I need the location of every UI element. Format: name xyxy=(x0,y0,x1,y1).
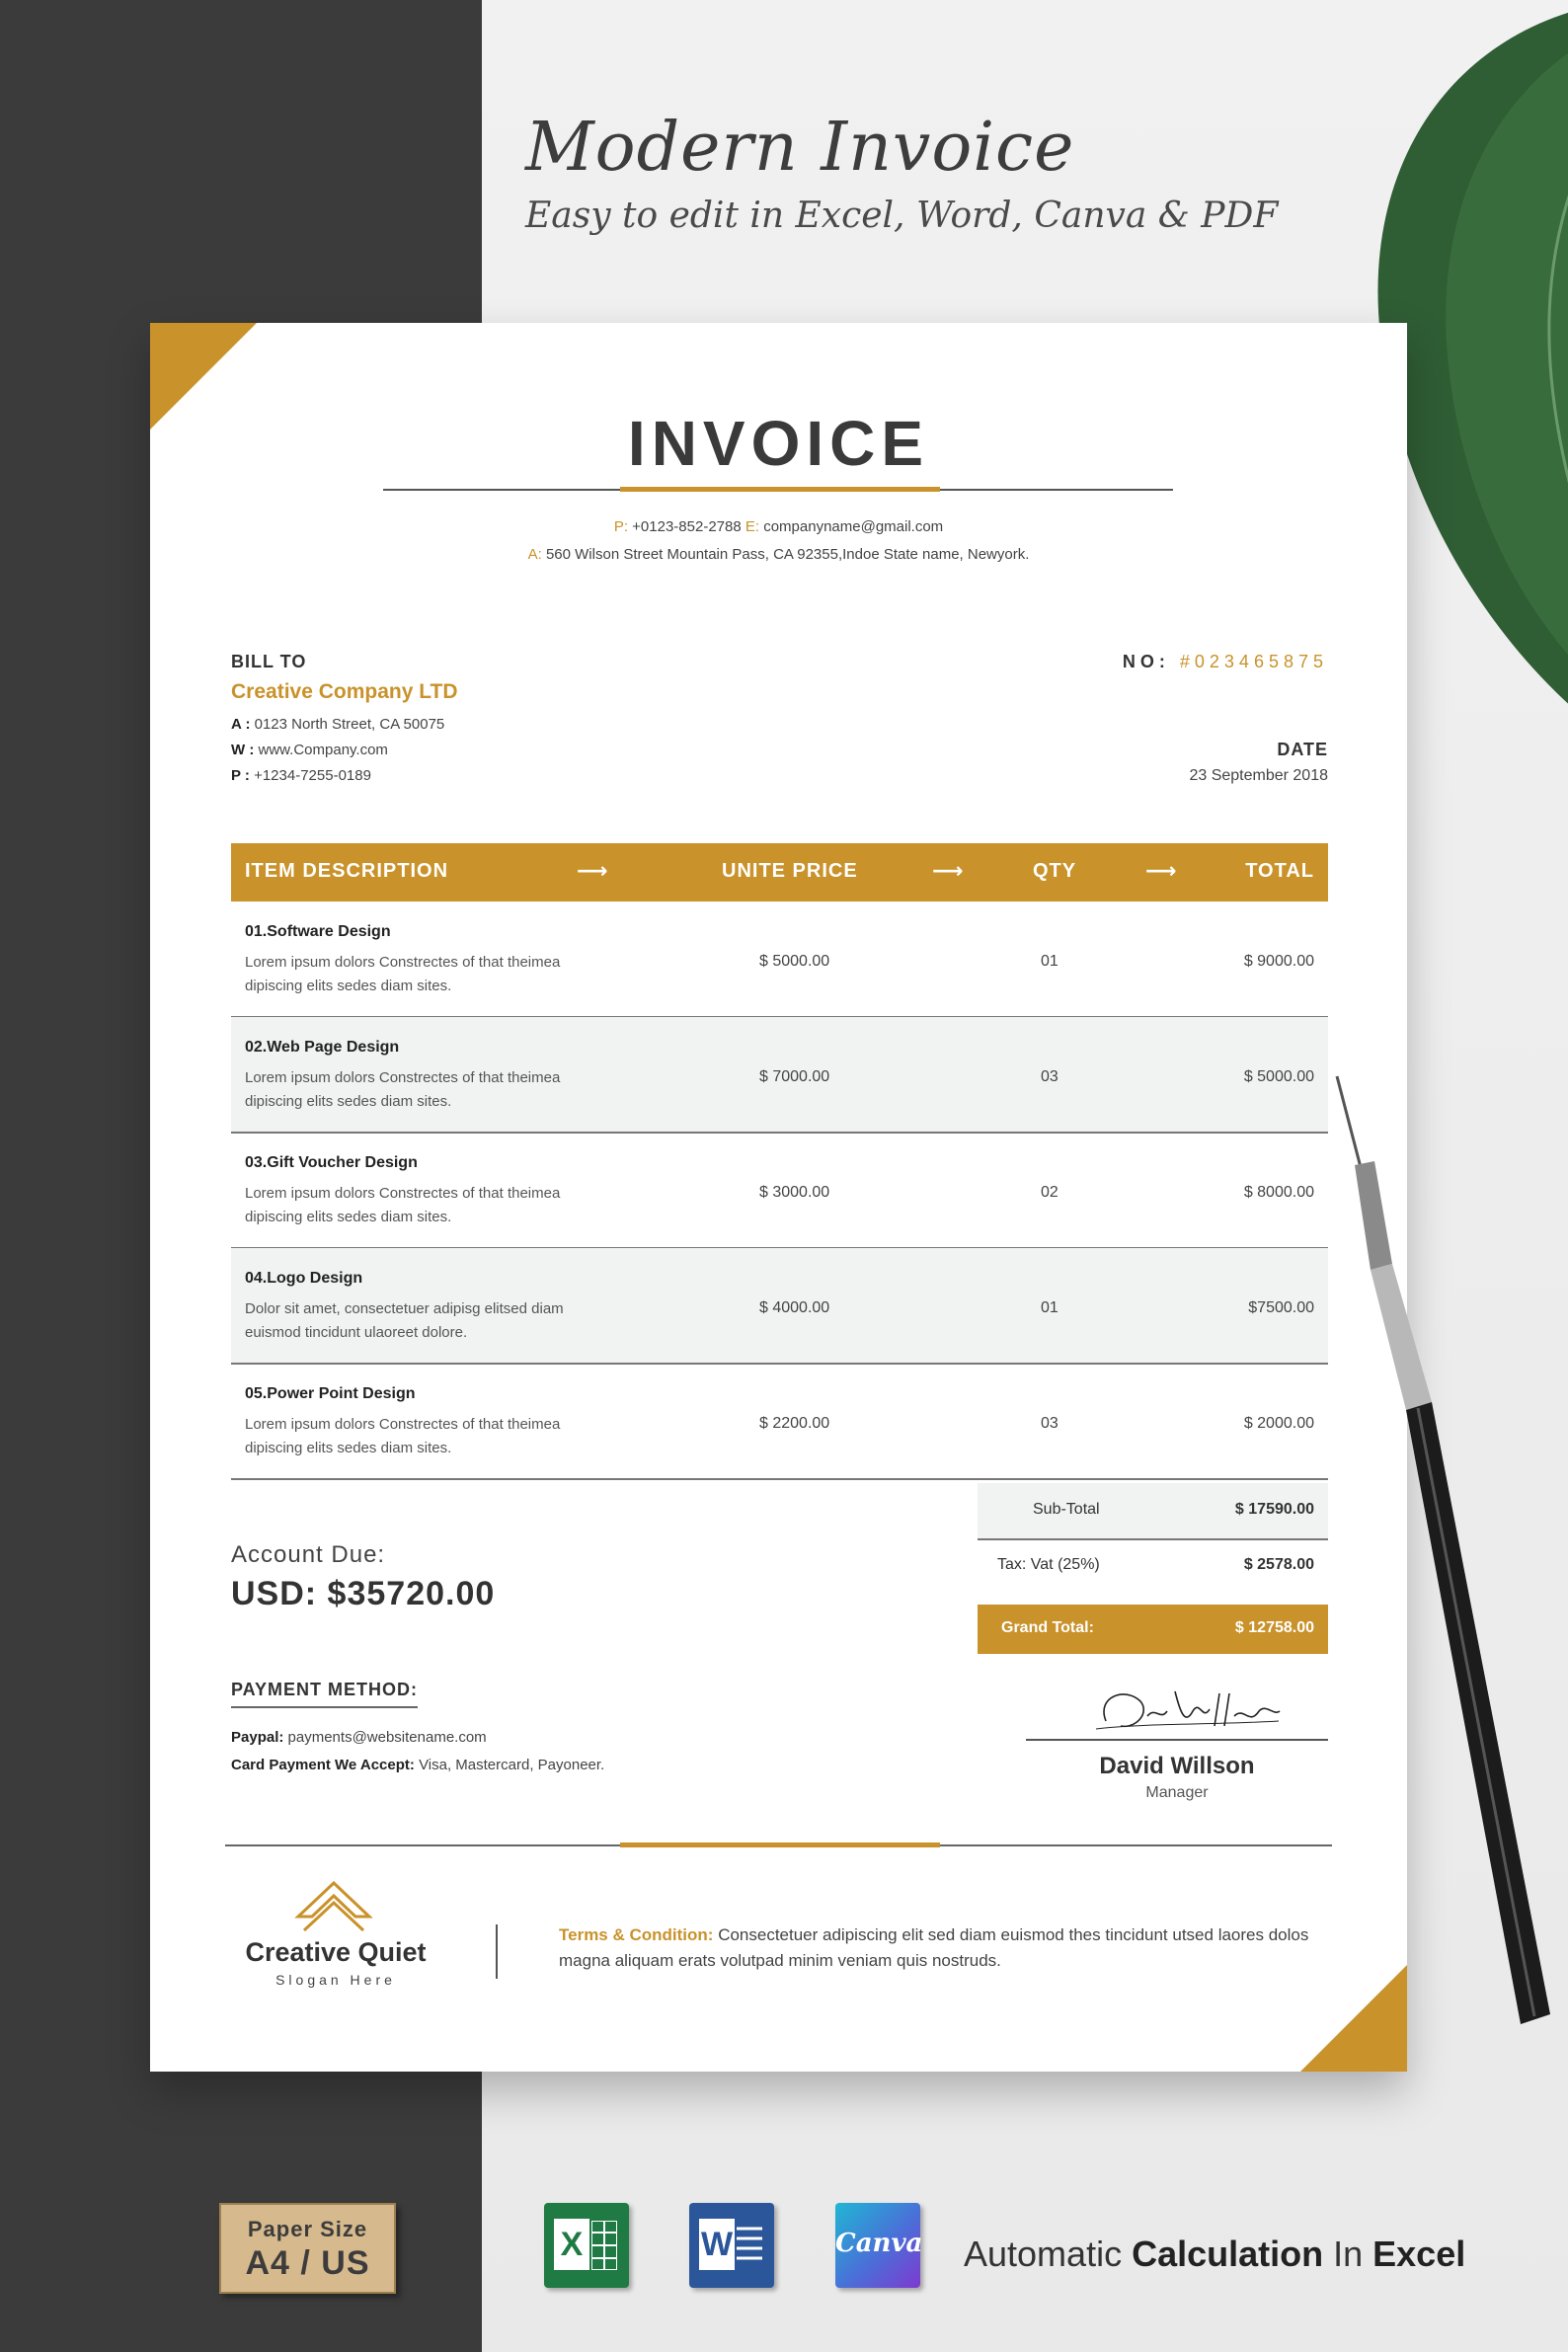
excel-letter: X xyxy=(554,2219,589,2270)
header-price: UNITE PRICE xyxy=(722,860,858,882)
invoice-document xyxy=(150,323,1407,2072)
bill-web-value: www.Company.com xyxy=(258,742,388,758)
item-price: $ 4000.00 xyxy=(759,1299,830,1316)
word-letter: W xyxy=(699,2219,735,2270)
item-qty: 02 xyxy=(1041,1184,1058,1201)
table-row xyxy=(231,1017,1328,1134)
item-price: $ 2200.00 xyxy=(759,1415,830,1432)
item-total: $7500.00 xyxy=(1248,1299,1314,1316)
canva-label: Canva xyxy=(835,2229,923,2258)
header-total: TOTAL xyxy=(1245,860,1314,882)
pen-decoration xyxy=(1323,1066,1560,2034)
header-qty: QTY xyxy=(1033,860,1077,882)
hero-subtitle: Easy to edit in Excel, Word, Canva & PDF xyxy=(525,196,1279,236)
card-value: Visa, Mastercard, Payoneer. xyxy=(419,1757,605,1773)
bill-to-address xyxy=(231,716,444,733)
invoice-number xyxy=(1123,652,1328,672)
hero-title: Modern Invoice xyxy=(525,109,1075,187)
header-arrow: ⟶ xyxy=(1145,858,1178,883)
date-label: DATE xyxy=(1277,740,1328,759)
bill-to-label: BILL TO xyxy=(231,652,307,671)
card-line xyxy=(231,1757,604,1773)
table-row xyxy=(231,1364,1328,1480)
paper-size-badge xyxy=(219,2203,396,2294)
paypal-label: Paypal: xyxy=(231,1729,284,1746)
calc-bold2: Excel xyxy=(1372,2234,1466,2274)
bill-to-web xyxy=(231,742,388,758)
invoice-number-label: NO: xyxy=(1122,652,1170,671)
signer-name: David Willson xyxy=(1099,1753,1255,1779)
phone-label: P: xyxy=(613,518,628,535)
word-icon xyxy=(689,2203,774,2288)
item-total: $ 2000.00 xyxy=(1243,1415,1314,1432)
excel-grid xyxy=(591,2221,617,2270)
item-name: 02.Web Page Design xyxy=(245,1039,400,1056)
terms-label: Terms & Condition: xyxy=(559,1925,714,1944)
table-row xyxy=(231,902,1328,1018)
excel-icon xyxy=(544,2203,629,2288)
date-value: 23 September 2018 xyxy=(1189,767,1328,784)
calc-bold1: Calculation xyxy=(1132,2234,1324,2274)
company-contact-line xyxy=(150,518,1407,535)
item-price: $ 3000.00 xyxy=(759,1184,830,1201)
automatic-calculation-text xyxy=(964,2234,1465,2275)
bill-to-company: Creative Company LTD xyxy=(231,680,458,703)
tax-value: $ 2578.00 xyxy=(1243,1556,1314,1573)
paypal-value: payments@websitename.com xyxy=(287,1729,487,1746)
signature xyxy=(1086,1682,1284,1741)
item-name: 04.Logo Design xyxy=(245,1270,363,1287)
item-name: 05.Power Point Design xyxy=(245,1385,416,1402)
item-name: 03.Gift Voucher Design xyxy=(245,1154,418,1171)
item-price: $ 7000.00 xyxy=(759,1068,830,1085)
address-label: A: xyxy=(527,546,542,563)
item-description: Lorem ipsum dolors Constrectes of that theimea dipiscing elits sedes diam sites. xyxy=(245,1069,561,1110)
subtotal-value: $ 17590.00 xyxy=(1234,1501,1314,1518)
card-label: Card Payment We Accept: xyxy=(231,1757,415,1773)
company-address-line xyxy=(150,546,1407,563)
signer-role: Manager xyxy=(1145,1784,1209,1801)
invoice-title: INVOICE xyxy=(627,408,930,479)
logo-mark-icon xyxy=(294,1879,373,1934)
footer-separator xyxy=(496,1924,498,1979)
invoice-number-value: #023465875 xyxy=(1179,652,1328,671)
account-due-value: USD: $35720.00 xyxy=(231,1575,496,1612)
company-email: companyname@gmail.com xyxy=(763,518,944,535)
paper-size-label: Paper Size xyxy=(247,2217,368,2241)
bill-address-value: 0123 North Street, CA 50075 xyxy=(254,716,445,733)
company-address: 560 Wilson Street Mountain Pass, CA 92355,Indoe State name, Newyork. xyxy=(545,546,1030,563)
payment-method-title: PAYMENT METHOD: xyxy=(231,1680,418,1708)
footer-divider-accent xyxy=(620,1842,940,1847)
account-due-label: Account Due: xyxy=(231,1541,386,1568)
terms-text: Consectetuer adipiscing elit sed diam euismod thes tincidunt utsed laores dolos magna aliquam erats volutpad minim veniam quis nostruds. xyxy=(559,1925,1309,1970)
logo-slogan: Slogan Here xyxy=(275,1972,396,1988)
company-phone: +0123-852-2788 xyxy=(632,518,742,535)
subtotal-label: Sub-Total xyxy=(1033,1501,1100,1518)
item-qty: 03 xyxy=(1041,1068,1058,1085)
bill-address-label: A : xyxy=(231,716,251,733)
signature-line xyxy=(1026,1739,1328,1741)
header-description: ITEM DESCRIPTION xyxy=(245,860,449,882)
calc-pre: Automatic xyxy=(964,2234,1133,2274)
item-total: $ 9000.00 xyxy=(1243,953,1314,970)
item-description: Lorem ipsum dolors Constrectes of that theimea dipiscing elits sedes diam sites. xyxy=(245,1185,561,1225)
item-description: Dolor sit amet, consectetuer adipisg elitsed diam euismod tincidunt ulaoreet dolore. xyxy=(245,1300,564,1341)
table-row xyxy=(231,1248,1328,1365)
grand-total-row xyxy=(978,1605,1328,1654)
email-label: E: xyxy=(745,518,760,535)
table-row xyxy=(231,1133,1328,1249)
word-lines xyxy=(737,2221,762,2270)
header-arrow: ⟶ xyxy=(932,858,965,883)
paper-size-value: A4 / US xyxy=(245,2244,370,2282)
bill-phone-value: +1234-7255-0189 xyxy=(254,767,371,784)
item-description: Lorem ipsum dolors Constrectes of that theimea dipiscing elits sedes diam sites. xyxy=(245,1416,561,1456)
bill-phone-label: P : xyxy=(231,767,250,784)
tax-row xyxy=(978,1538,1328,1594)
canva-icon xyxy=(835,2203,923,2288)
subtotal-row xyxy=(978,1483,1328,1540)
calc-mid: In xyxy=(1323,2234,1373,2274)
item-qty: 01 xyxy=(1041,953,1058,970)
paypal-line xyxy=(231,1729,487,1746)
grand-total-value: $ 12758.00 xyxy=(1234,1619,1314,1636)
table-header xyxy=(231,843,1328,902)
item-name: 01.Software Design xyxy=(245,923,391,940)
tax-label: Tax: Vat (25%) xyxy=(997,1556,1100,1573)
item-description: Lorem ipsum dolors Constrectes of that theimea dipiscing elits sedes diam sites. xyxy=(245,954,561,994)
terms-and-conditions xyxy=(559,1922,1329,1974)
title-divider-accent xyxy=(620,487,940,492)
grand-total-label: Grand Total: xyxy=(1001,1619,1094,1636)
item-total: $ 5000.00 xyxy=(1243,1068,1314,1085)
item-price: $ 5000.00 xyxy=(759,953,830,970)
item-qty: 03 xyxy=(1041,1415,1058,1432)
item-total: $ 8000.00 xyxy=(1243,1184,1314,1201)
bill-to-phone xyxy=(231,767,371,784)
logo-name: Creative Quiet xyxy=(245,1937,427,1967)
item-qty: 01 xyxy=(1041,1299,1058,1316)
bill-web-label: W : xyxy=(231,742,255,758)
header-arrow: ⟶ xyxy=(577,858,609,883)
